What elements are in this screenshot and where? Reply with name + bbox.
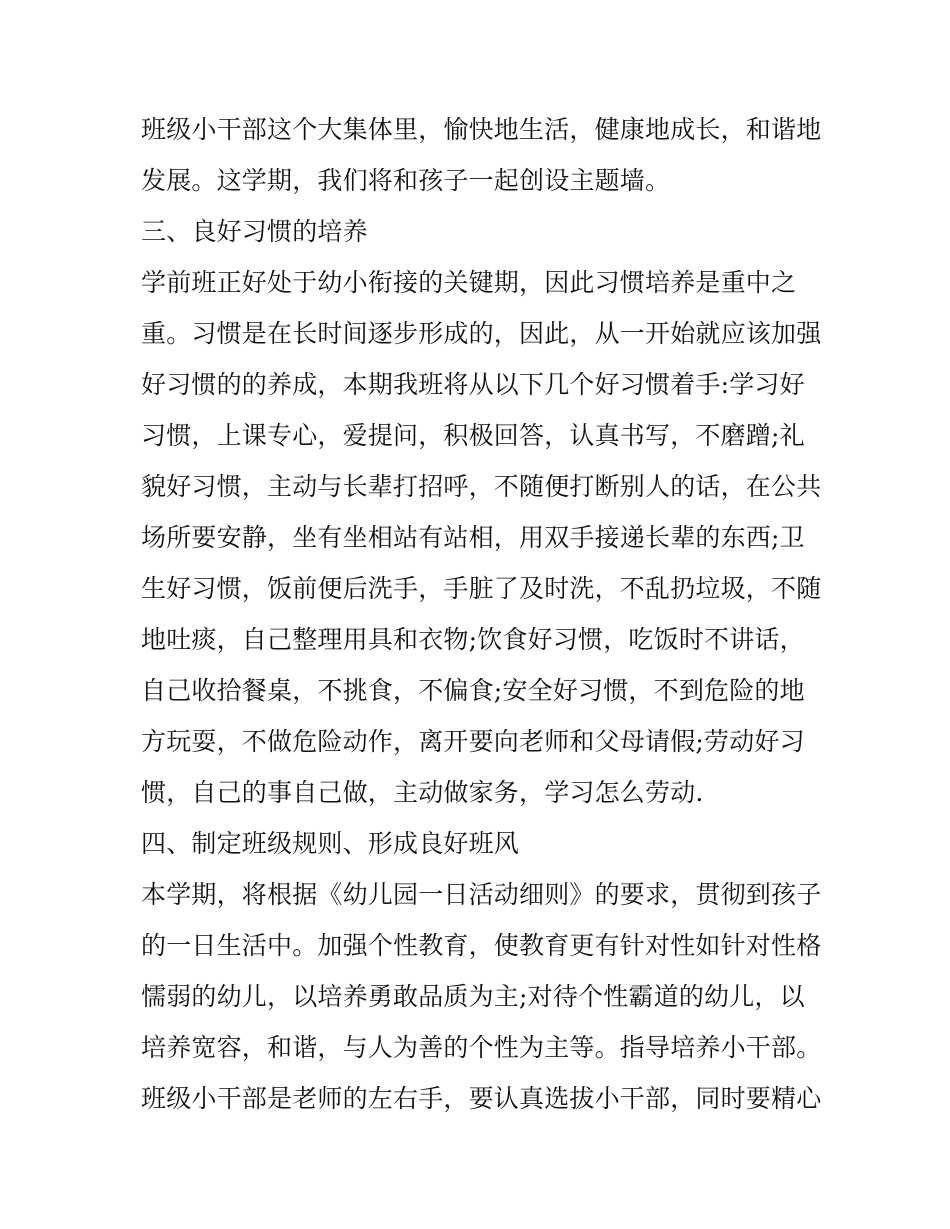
paragraph-line: 学前班正好处于幼小衔接的关键期，因此习惯培养是重中之 [141,268,797,297]
section-heading: 四、制定班级规则、形成良好班风 [141,829,520,858]
paragraph-line: 自己收拾餐桌，不挑食，不偏食;安全好习惯，不到危险的地 [141,676,805,705]
paragraph-line: 班级小干部这个大集体里，愉快地生活，健康地成长，和谐地 [141,115,822,144]
document-body [141,104,831,1124]
paragraph-line: 本学期，将根据《幼儿园一日活动细则》的要求，贯彻到孩子 [141,880,822,909]
paragraph-line: 貌好习惯，主动与长辈打招呼，不随便打断别人的话，在公共 [141,472,822,501]
paragraph-line: 习惯，上课专心，爱提问，积极回答，认真书写，不磨蹭;礼 [141,421,805,450]
paragraph-line: 惯，自己的事自己做，主动做家务，学习怎么劳动. [141,778,704,807]
section-heading: 三、良好习惯的培养 [141,217,368,246]
paragraph-line: 的一日生活中。加强个性教育，使教育更有针对性如针对性格 [141,931,822,960]
paragraph-line: 懦弱的幼儿，以培养勇敢品质为主;对待个性霸道的幼儿，以 [141,982,805,1011]
paragraph-line: 场所要安静，坐有坐相站有站相，用双手接递长辈的东西;卫 [141,523,805,552]
paragraph-line: 发展。这学期，我们将和孩子一起创设主题墙。 [141,166,671,195]
paragraph-line: 班级小干部是老师的左右手，要认真选拔小干部，同时要精心 [141,1084,822,1113]
paragraph-line: 地吐痰，自己整理用具和衣物;饮食好习惯，吃饭时不讲话， [141,625,805,654]
paragraph-line: 好习惯的的养成，本期我班将从以下几个好习惯着手:学习好 [141,370,805,399]
paragraph-line: 生好习惯，饭前便后洗手，手脏了及时洗，不乱扔垃圾，不随 [141,574,822,603]
paragraph-line: 方玩耍，不做危险动作，离开要向老师和父母请假;劳动好习 [141,727,805,756]
paragraph-line: 培养宽容，和谐，与人为善的个性为主等。指导培养小干部。 [141,1033,822,1062]
paragraph-line: 重。习惯是在长时间逐步形成的，因此，从一开始就应该加强 [141,319,822,348]
